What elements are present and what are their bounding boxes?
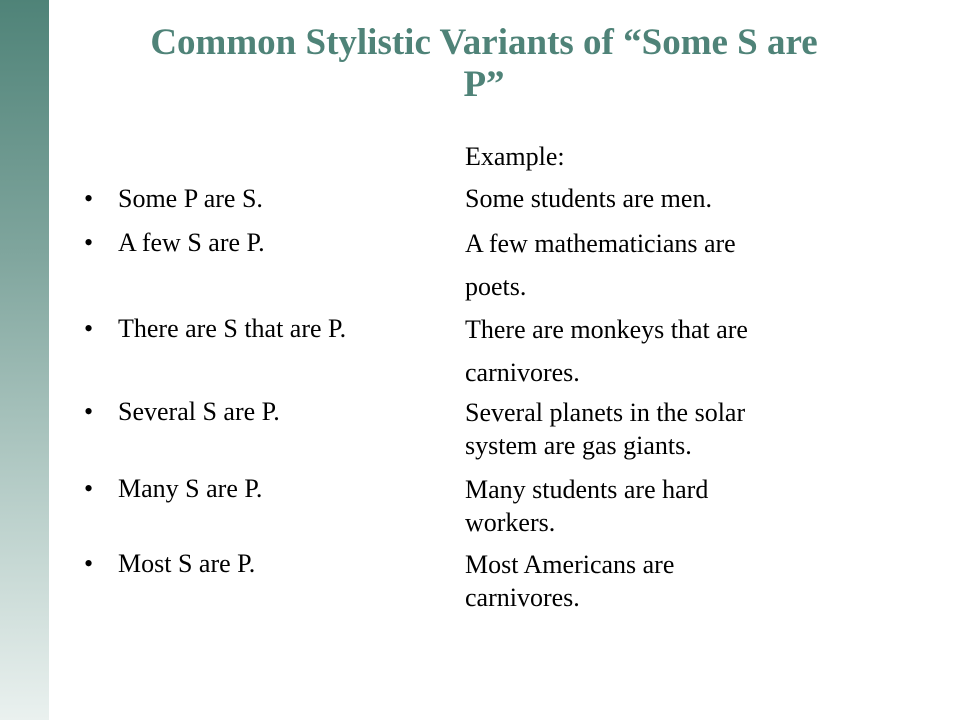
slide-title (80, 22, 888, 106)
variant-form: Several S are P. (118, 397, 280, 426)
bullet-icon: • (84, 549, 94, 578)
bullet-icon: • (84, 474, 94, 503)
variant-form: Many S are P. (118, 474, 263, 503)
example-line: A few mathematicians are (465, 229, 736, 258)
example-line: carnivores. (465, 583, 580, 612)
example-line: Several planets in the solar (465, 398, 746, 427)
example-column-header: Example: (465, 142, 565, 171)
example-line: Most Americans are (465, 550, 675, 579)
example-line: There are monkeys that are (465, 315, 748, 344)
example-line: poets. (465, 272, 527, 301)
variant-example (465, 473, 708, 539)
example-line: Many students are hard (465, 475, 709, 504)
variant-example (465, 548, 674, 614)
variant-example (465, 222, 736, 308)
slide-title-line-1: Common Stylistic Variants of “Some S are (150, 22, 818, 63)
bullet-icon: • (84, 228, 94, 257)
variant-form: There are S that are P. (118, 314, 347, 343)
example-line: workers. (465, 508, 556, 537)
variant-form: Some P are S. (118, 184, 263, 213)
variant-example (465, 308, 748, 394)
slide-title-line-2: P” (463, 64, 505, 105)
bullet-icon: • (84, 397, 94, 426)
example-line: carnivores. (465, 358, 580, 387)
variant-example (465, 396, 745, 462)
variant-example (465, 181, 712, 217)
example-line: Some students are men. (465, 184, 712, 213)
bullet-icon: • (84, 314, 94, 343)
variant-form: Most S are P. (118, 549, 256, 578)
variant-form: A few S are P. (118, 228, 265, 257)
decorative-sidebar (0, 0, 49, 720)
example-line: system are gas giants. (465, 431, 692, 460)
bullet-icon: • (84, 184, 94, 213)
